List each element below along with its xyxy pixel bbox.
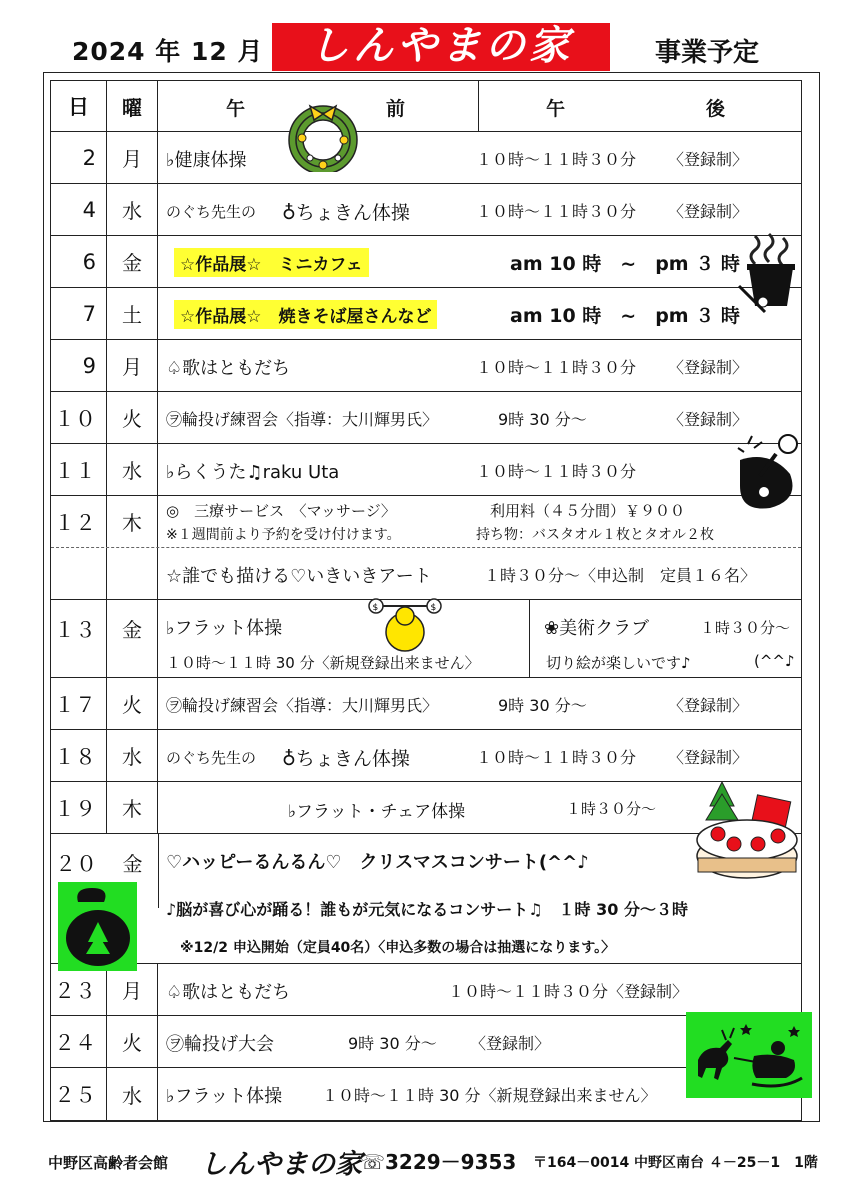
dow-cell: 金 bbox=[107, 236, 158, 287]
event-items: 持ち物：バスタオル１枚とタオル２枚 bbox=[476, 527, 714, 543]
singer-icon bbox=[730, 430, 802, 512]
footer-name: しんやまの家 bbox=[200, 1149, 362, 1180]
svg-text:$: $ bbox=[372, 603, 379, 613]
event-note: 〈登録制〉 bbox=[668, 748, 749, 767]
table-row bbox=[51, 496, 801, 548]
day-cell: １９ bbox=[51, 782, 107, 833]
event-name: ☆作品展☆ ミニカフェ bbox=[174, 248, 369, 277]
event-note: ※１週間前より予約を受け付けます。 bbox=[166, 527, 401, 543]
event-name: ♭フラット体操 bbox=[166, 618, 283, 639]
dow-cell: 水 bbox=[107, 730, 158, 781]
christmas-cake-icon bbox=[692, 778, 802, 892]
event-cell bbox=[158, 964, 801, 1015]
dow-cell bbox=[107, 548, 158, 599]
event-note: 〈登録制〉 bbox=[668, 696, 749, 715]
event-cell bbox=[158, 288, 801, 339]
footer-facility: 中野区高齢者会館 bbox=[48, 1154, 169, 1172]
event-name: ♭フラット・チェア体操 bbox=[288, 802, 466, 822]
event-subtitle: ♪脳が喜び心が踊る！誰もが元気になるコンサート♫ １時 30 分～３時 bbox=[166, 900, 688, 919]
event-cell bbox=[158, 392, 801, 443]
event-time: １０時～１１時３０分 bbox=[476, 202, 637, 221]
svg-text:$: $ bbox=[430, 603, 437, 613]
dow-cell: 金 bbox=[122, 852, 143, 876]
event-name: ♤歌はともだち bbox=[166, 982, 291, 1003]
event-cell bbox=[158, 132, 801, 183]
footer-phone: ☏3229－9353 bbox=[360, 1150, 517, 1174]
event-time: １０時～１１時３０分 bbox=[476, 462, 637, 481]
event-cell bbox=[158, 444, 801, 495]
day-cell bbox=[51, 548, 107, 599]
table-row bbox=[51, 782, 801, 834]
dow-cell: 火 bbox=[107, 678, 158, 729]
club-note: 切り絵が楽しいです♪ bbox=[546, 654, 691, 672]
dow-cell: 水 bbox=[107, 184, 158, 235]
event-note: 〈登録制〉 bbox=[668, 150, 749, 169]
event-name: ♡ハッピーるんるん♡ クリスマスコンサート(^^♪ bbox=[166, 852, 589, 873]
dow-cell: 土 bbox=[107, 288, 158, 339]
table-row bbox=[51, 392, 801, 444]
day-cell: ２５ bbox=[51, 1068, 107, 1120]
dow-cell: 木 bbox=[107, 496, 158, 547]
col-ampm-header bbox=[158, 81, 801, 131]
event-note: 〈登録制〉 bbox=[668, 358, 749, 377]
col-dow-header: 曜 bbox=[107, 81, 158, 131]
day-cell: 9 bbox=[51, 340, 107, 391]
event-cell bbox=[158, 730, 801, 781]
am-pm-divider bbox=[478, 81, 479, 131]
club-time: １時３０分～ bbox=[700, 619, 791, 637]
day-cell: 6 bbox=[51, 236, 107, 287]
table-row bbox=[51, 444, 801, 496]
table-row bbox=[51, 288, 801, 340]
day-cell: 2 bbox=[51, 132, 107, 183]
event-time: am 10 時 ~ pm ３ 時 bbox=[510, 253, 740, 275]
day-cell: １０ bbox=[51, 392, 107, 443]
table-row bbox=[51, 964, 801, 1016]
event-name: ♭らくうた♫raku Uta bbox=[166, 462, 340, 483]
dow-cell: 月 bbox=[107, 132, 158, 183]
col-day-header: 日 bbox=[51, 81, 107, 131]
event-name: ㋾輪投げ大会 bbox=[166, 1034, 274, 1055]
table-row bbox=[51, 834, 801, 964]
day-cell: 4 bbox=[51, 184, 107, 235]
event-cell bbox=[158, 600, 801, 677]
pm-header-2: 後 bbox=[706, 98, 726, 120]
event-time: １０時～１１時３０分〈登録制〉 bbox=[448, 982, 689, 1001]
table-row bbox=[51, 548, 801, 600]
day-cell: １２ bbox=[51, 496, 107, 547]
day-cell: １３ bbox=[51, 600, 107, 677]
dow-cell: 火 bbox=[107, 392, 158, 443]
table-row bbox=[51, 730, 801, 782]
event-time: １０時～１１時 30 分〈新規登録出来ません〉 bbox=[322, 1086, 657, 1105]
event-name: ♁ちょきん体操 bbox=[282, 748, 410, 770]
event-time: 9時 30 分～ bbox=[498, 410, 587, 429]
event-time: １時３０分～ bbox=[566, 800, 657, 818]
event-cell bbox=[158, 184, 801, 235]
wreath-icon bbox=[280, 98, 366, 172]
event-time: １０時～１１時３０分 bbox=[476, 748, 637, 767]
table-header-row bbox=[51, 81, 801, 132]
pm-header-1: 午 bbox=[546, 98, 566, 120]
event-name: ㋾輪投げ練習会〈指導：大川輝男氏〉 bbox=[166, 696, 439, 715]
event-cell bbox=[158, 548, 801, 599]
event-divider bbox=[529, 600, 530, 677]
club-face: (^^♪ bbox=[754, 652, 795, 670]
event-note: 〈登録制〉 bbox=[668, 202, 749, 221]
coffee-cup-icon bbox=[735, 232, 803, 318]
event-name: ♭健康体操 bbox=[166, 150, 247, 171]
table-row bbox=[51, 184, 801, 236]
am-header-2: 前 bbox=[386, 98, 406, 120]
dow-cell: 水 bbox=[107, 1068, 158, 1120]
event-time: １０時～１１時３０分 bbox=[476, 358, 637, 377]
event-name: ◎ 三療サービス 〈マッサージ〉 bbox=[166, 502, 396, 520]
header-title: しんやまの家 bbox=[272, 23, 610, 71]
event-note: 〈登録制〉 bbox=[668, 410, 749, 429]
footer-address: 〒164－0014 中野区南台 ４－25－1 1階 bbox=[533, 1155, 818, 1171]
club-name: ❀美術クラブ bbox=[544, 618, 650, 639]
dow-cell: 月 bbox=[107, 340, 158, 391]
footer bbox=[0, 1140, 849, 1190]
event-name: ☆誰でも描ける♡いきいきアート bbox=[166, 566, 432, 587]
event-fee: 利用料（４５分間）￥９００ bbox=[490, 502, 686, 520]
dow-cell: 水 bbox=[107, 444, 158, 495]
event-time: １時３０分～〈申込制 定員１６名〉 bbox=[484, 566, 757, 585]
dow-cell: 木 bbox=[107, 782, 158, 833]
event-note: ※12/2 申込開始（定員40名）〈申込多数の場合は抽選になります。〉 bbox=[180, 940, 616, 956]
event-name: ♁ちょきん体操 bbox=[282, 202, 410, 224]
header bbox=[0, 0, 849, 72]
event-time: 9時 30 分～ bbox=[348, 1034, 437, 1053]
event-time: 9時 30 分～ bbox=[498, 696, 587, 715]
table-row bbox=[51, 678, 801, 730]
event-prefix: のぐち先生の bbox=[166, 749, 257, 767]
table-row bbox=[51, 236, 801, 288]
dow-cell: 金 bbox=[107, 600, 158, 677]
header-month: 2024 年 12 月 bbox=[72, 37, 264, 66]
event-name: ☆作品展☆ 焼きそば屋さんなど bbox=[174, 300, 437, 329]
event-time: １０時～１１時 30 分〈新規登録出来ません〉 bbox=[166, 654, 480, 672]
event-name: ㋾輪投げ練習会〈指導：大川輝男氏〉 bbox=[166, 410, 439, 429]
dow-cell: 月 bbox=[107, 964, 158, 1015]
christmas-bag-icon bbox=[58, 882, 137, 971]
am-header-1: 午 bbox=[226, 98, 246, 120]
event-cell bbox=[158, 678, 801, 729]
day-cell: １１ bbox=[51, 444, 107, 495]
event-time: １０時～１１時３０分 bbox=[476, 150, 637, 169]
reindeer-sleigh-icon bbox=[686, 1012, 812, 1098]
dumbbell-person-icon bbox=[368, 596, 442, 652]
day-cell: ２３ bbox=[51, 964, 107, 1015]
event-name: ♤歌はともだち bbox=[166, 358, 291, 379]
day-cell: 7 bbox=[51, 288, 107, 339]
day-cell: １７ bbox=[51, 678, 107, 729]
table-row bbox=[51, 340, 801, 392]
day-cell: １８ bbox=[51, 730, 107, 781]
dow-cell: 火 bbox=[107, 1016, 158, 1067]
event-cell bbox=[158, 496, 801, 547]
day-cell: ２０ bbox=[55, 852, 97, 876]
event-time: am 10 時 ~ pm ３ 時 bbox=[510, 305, 740, 327]
event-cell bbox=[158, 236, 801, 287]
event-name: ♭フラット体操 bbox=[166, 1086, 283, 1107]
table-row bbox=[51, 132, 801, 184]
event-prefix: のぐち先生の bbox=[166, 203, 257, 221]
event-note: 〈登録制〉 bbox=[470, 1034, 551, 1053]
day-cell: ２４ bbox=[51, 1016, 107, 1067]
event-cell bbox=[158, 340, 801, 391]
header-subtitle: 事業予定 bbox=[655, 38, 760, 68]
